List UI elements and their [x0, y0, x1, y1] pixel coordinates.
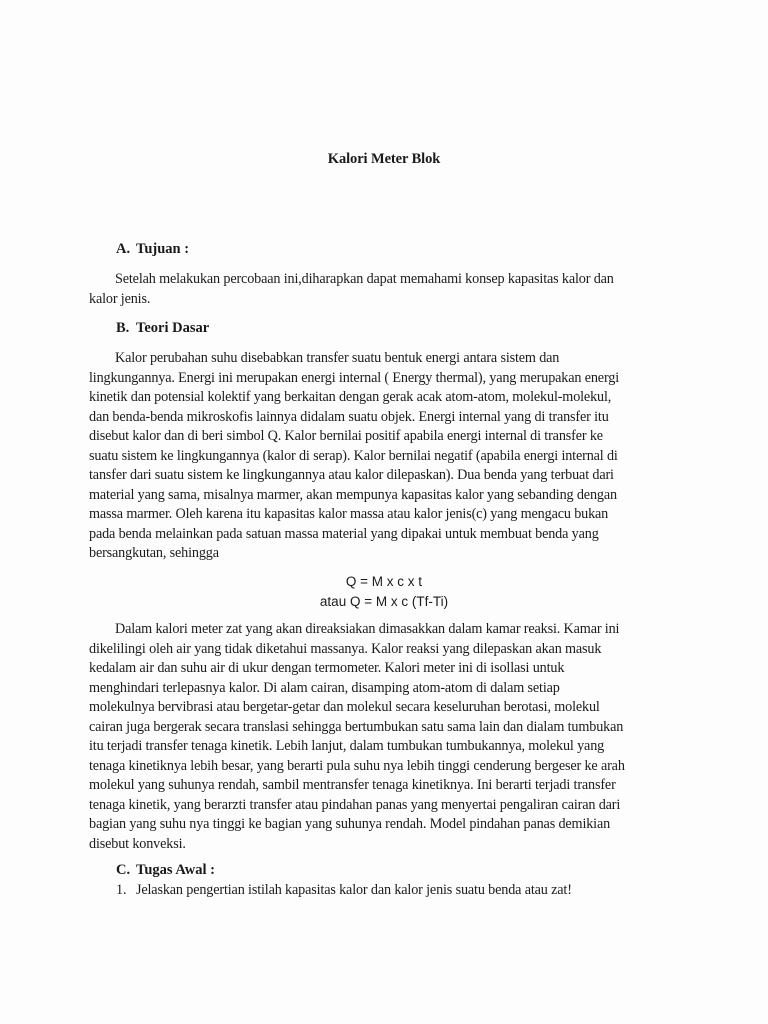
formula-line: atau Q = M x c (Tf-Ti) [319, 593, 449, 609]
text-line: Setelah melakukan percobaan ini,diharapkan dapat memahami konsep kapasitas kalor dan [115, 271, 614, 287]
text-line: tenaga kinetik, yang berarzti transfer atau pindahan panas yang menyertai pengaliran cairan dari [89, 796, 621, 813]
formula-line: Q = M x c x t [345, 574, 423, 589]
text-line: bagian yang suhu nya tinggi ke bagian yang suhunya rendah. Model pindahan panas demikian [89, 816, 611, 832]
section-title: Tujuan : [136, 241, 190, 257]
text-line: disebut konveksi. [89, 835, 186, 852]
text-line: disebut kalor dan di beri simbol Q. Kalor bernilai positif apabila energi internal di transfer ke [89, 428, 603, 444]
section-title: Tugas Awal : [136, 862, 215, 878]
section-heading-b [116, 320, 209, 337]
document-title: Kalori Meter Blok [327, 151, 441, 167]
section-letter: A. [116, 241, 131, 257]
teori-paragraph [89, 349, 689, 564]
text-line: tansfer dari suatu sistem ke lingkungannya atau kalor dilepaskan). Dua benda yang terbuat dari [89, 467, 614, 483]
section-heading-c [116, 862, 215, 879]
section-heading-a [116, 241, 189, 258]
tujuan-paragraph [89, 270, 689, 309]
task-text: Jelaskan pengertian istilah kapasitas kalor dan kalor jenis suatu benda atau zat! [136, 882, 572, 898]
section-letter: B. [116, 320, 130, 336]
text-line: material yang sama, misalnya marmer, akan mempunya kapasitas kalor yang sebanding dengan [89, 486, 617, 503]
text-line: molekulnya bervibrasi atau bergetar-getar dan molekul secara keseluruhan berotasi, molekul [89, 699, 600, 715]
text-line: kedalam air dan suhu air di ukur dengan termometer. Kalori meter ini di isollasi untuk [89, 660, 565, 676]
task-item [116, 882, 572, 899]
text-line: itu terjadi transfer tenaga kinetik. Lebih lanjut, dalam tumbukan tumbukannya, molekul yang [89, 738, 605, 754]
text-line: suatu sistem ke lingkungannya (kalor di serap). Kalor bernilai negatif (apabila energi internal di [89, 447, 618, 464]
text-line: kinetik dan potensial kolektif yang berkaitan dengan gerak acak atom-atom, molekul-molekul, [89, 389, 612, 405]
text-line: kalor jenis. [89, 290, 151, 307]
text-line: tenaga kinetiknya lebih besar, yang berarti pula suhu nya lebih tinggi cenderung bergeser ke arah [89, 757, 625, 774]
text-line: Dalam kalori meter zat yang akan direaksiakan dimasakkan dalam kamar reaksi. Kamar ini [115, 621, 620, 637]
section-letter: C. [116, 862, 131, 878]
text-line: cairan juga bergerak secara translasi sehingga bertumbukan satu sama lain dan dialam tumbukan [89, 718, 624, 735]
text-line: massa marmer. Oleh karena itu kapasitas kalor massa atau kalor jenis(c) yang mengacu bukan [89, 506, 609, 522]
task-number: 1. [116, 882, 127, 898]
text-line: molekul yang suhunya rendah, sambil mentransfer tenaga kinetiknya. Ini berarti terjadi transfer [89, 777, 616, 793]
kalorimeter-paragraph [89, 620, 689, 854]
text-line: dan benda-benda mikroskofis lainnya didalam suatu objek. Energi internal yang di transfer itu [89, 408, 609, 425]
formula-block [0, 572, 768, 611]
text-line: lingkungannya. Energi ini merupakan energi internal ( Energy thermal), yang merupakan energi [89, 369, 620, 386]
text-line: Kalor perubahan suhu disebabkan transfer suatu bentuk energi antara sistem dan [115, 350, 560, 366]
text-line: bersangkutan, sehingga [89, 545, 219, 561]
text-line: dikelilingi oleh air yang tidak diketahui massanya. Kalor reaksi yang dilepaskan akan masuk [89, 640, 602, 657]
text-line: menghindari terlepasnya kalor. Di alam cairan, disamping atom-atom di dalam setiap [89, 679, 560, 696]
text-line: pada benda melainkan pada satuan massa material yang dipakai untuk membuat benda yang [89, 525, 599, 542]
section-title: Teori Dasar [136, 320, 210, 336]
